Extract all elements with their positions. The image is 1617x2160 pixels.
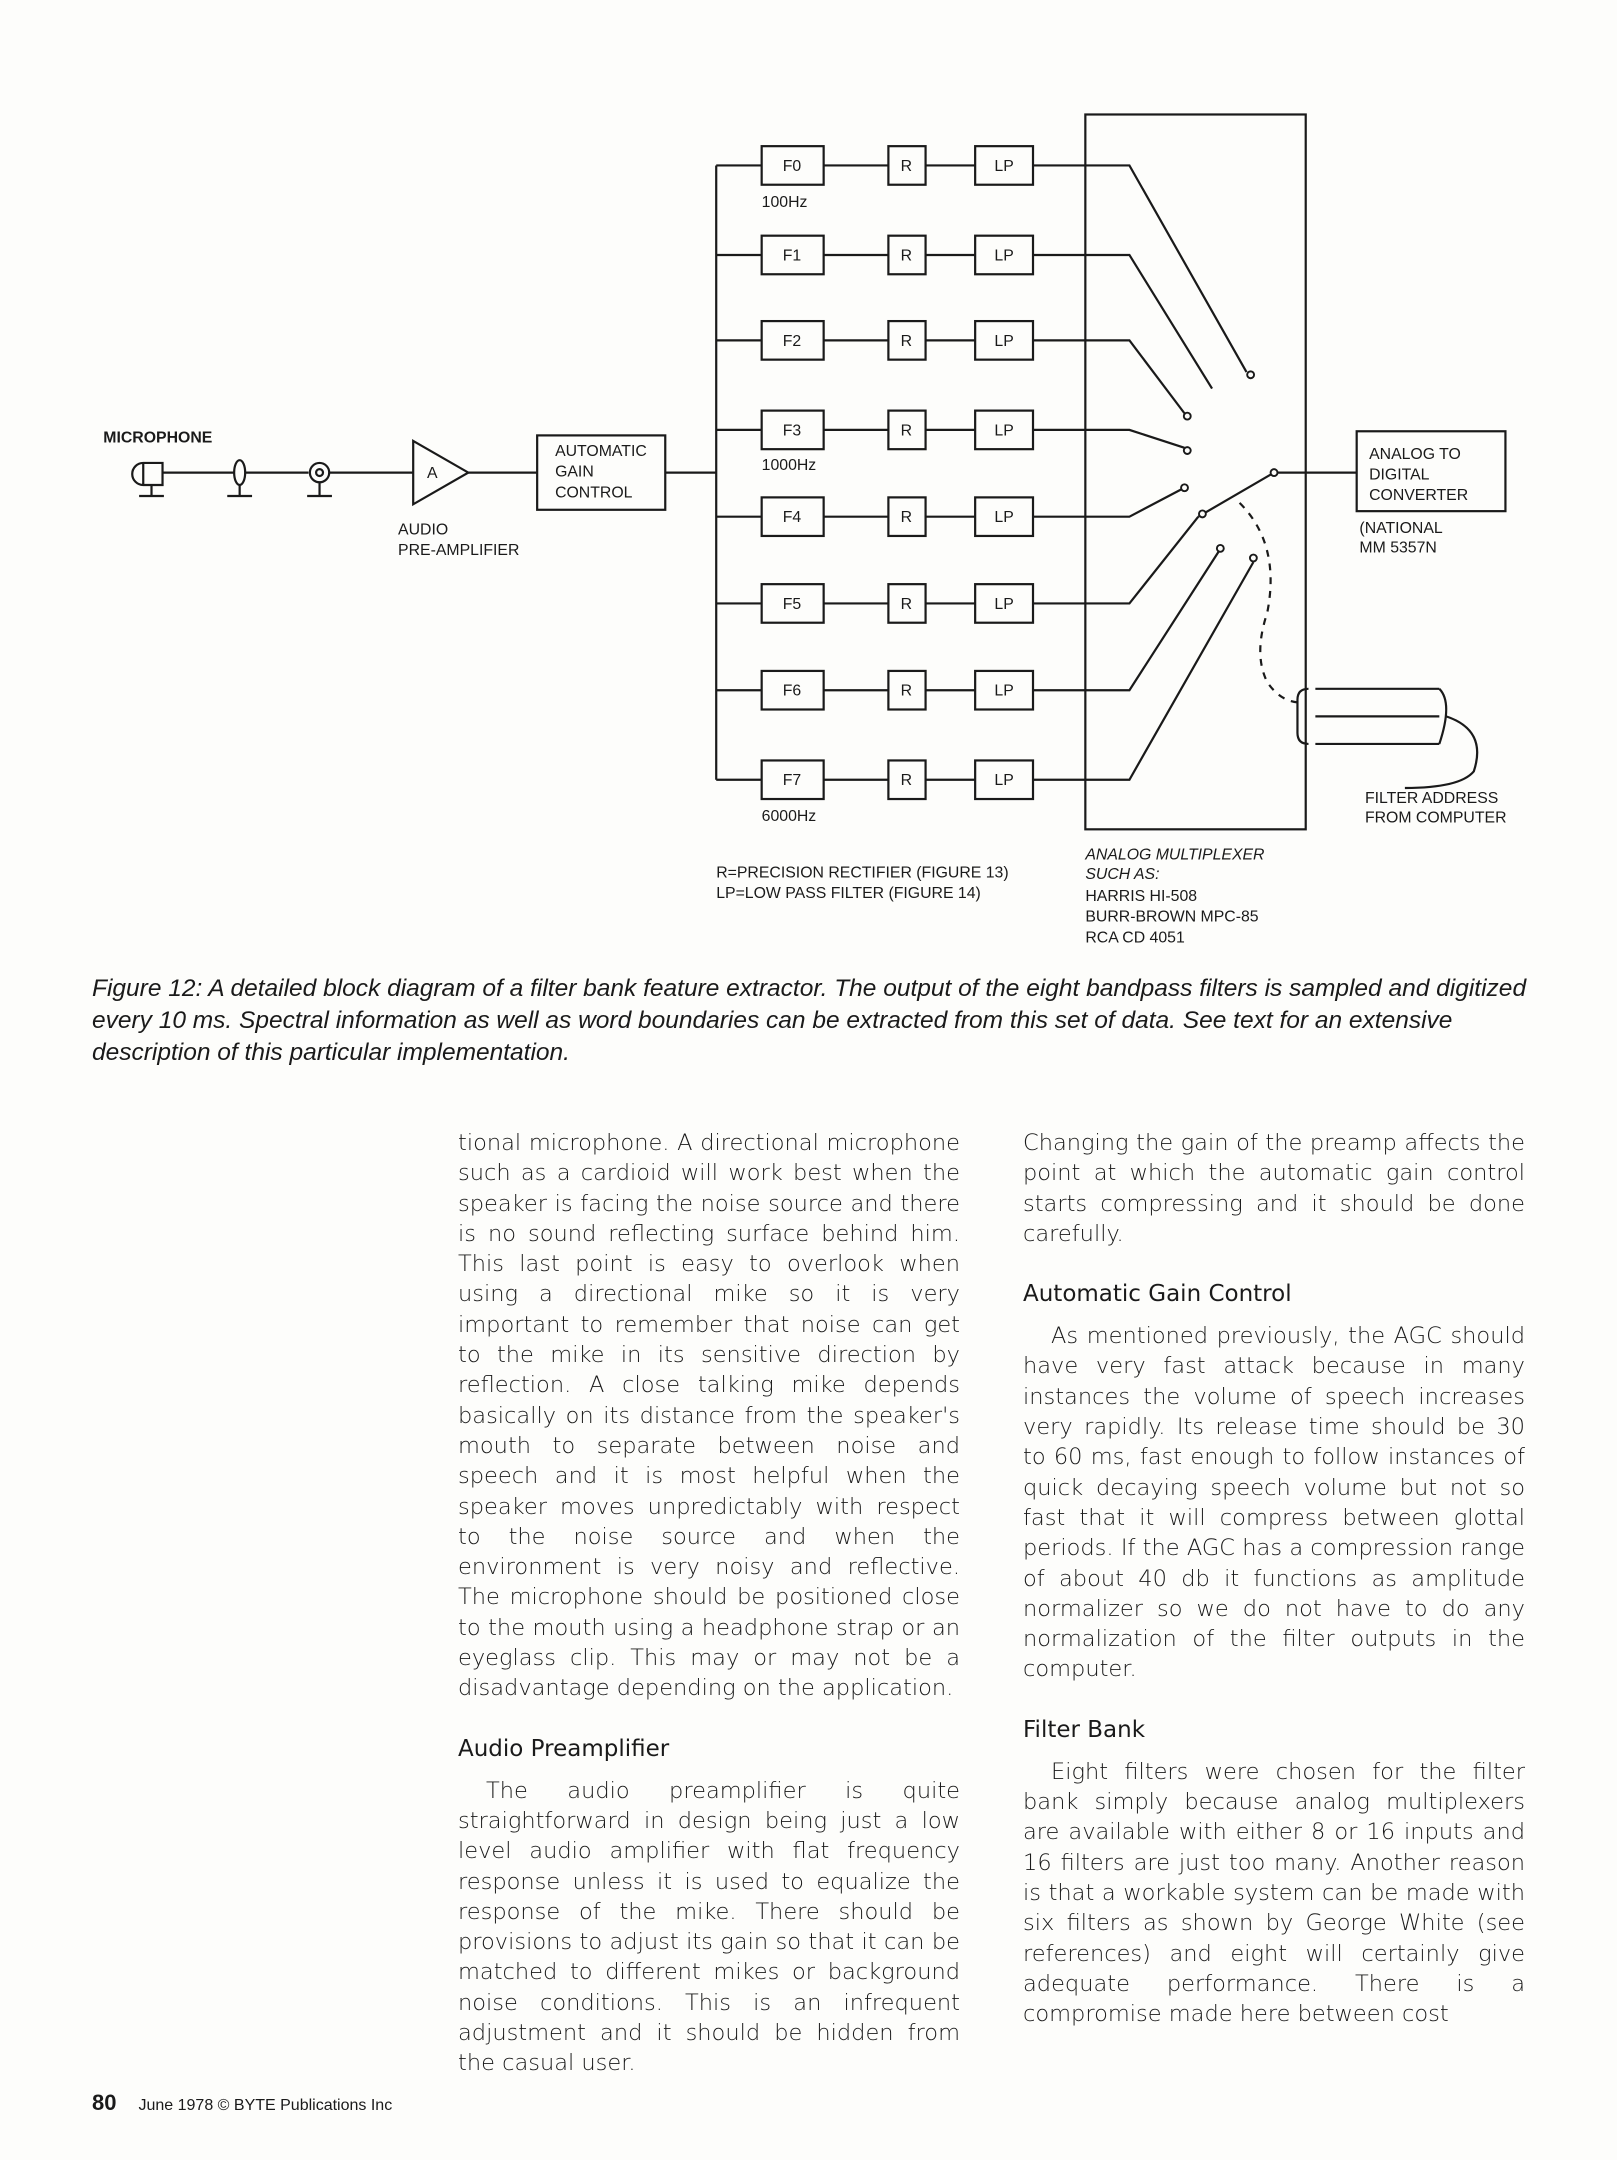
footer-text: June 1978 © BYTE Publications Inc <box>138 2097 393 2114</box>
rectifier-label: R <box>900 332 913 350</box>
lowpass-label: LP <box>994 772 1014 790</box>
rectifier-label: R <box>900 595 913 613</box>
filter-label: F4 <box>782 509 802 527</box>
left-column <box>458 1128 960 2079</box>
adc-part-2: MM 5357N <box>1359 539 1437 557</box>
filter-label: F2 <box>782 332 802 350</box>
adc-label-2: DIGITAL <box>1369 466 1430 484</box>
mux-title-1: ANALOG MULTIPLEXER <box>1085 846 1265 864</box>
section-heading: Automatic Gain Control <box>1023 1281 1292 1308</box>
filter-label: F3 <box>782 422 802 440</box>
paragraph: The audio preamplifier is quite straightforward in design being just a low level audio amplifier with flat frequency response unless it is used to equalize the response of the mike. There should be provisions to adjust its gain so that it can be matched to different mikes or background noise conditions. This is an infrequent adjustment and it should be hidden from the casual user. <box>458 1777 960 2077</box>
legend-lp: LP=LOW PASS FILTER (FIGURE 14) <box>716 885 981 903</box>
rectifier-label: R <box>900 509 913 527</box>
paragraph: Eight filters were chosen for the filter bank simply because analog multiplexers are available with either 8 or 16 inputs and 16 filters are just too many. Another reason is that a workable system can be made with six filters as shown by George White (see references) and eight will certainly give adequate performance. There is a compromise made here between cost <box>1023 1758 1525 2028</box>
section-heading: Filter Bank <box>1023 1716 1146 1743</box>
rectifier-label: R <box>900 247 913 265</box>
filter-label: F0 <box>782 157 802 175</box>
adc-label-1: ANALOG TO <box>1369 445 1461 463</box>
paragraph: As mentioned previously, the AGC should have very fast attack because in many instances the volume of speech increases very rapidly. Its release time should be 30 to 60 ms, fast enough to follow instances of quick decaying speech volume but not so fast that it will compress between glottal periods. If the AGC has a compression range of about 40 db it functions as amplitude normalizer so we do not have to do any normalization of the filter outputs in the computer. <box>1023 1323 1525 1683</box>
microphone-label: MICROPHONE <box>103 429 213 447</box>
filter-label: F1 <box>782 247 802 265</box>
rectifier-label: R <box>900 772 913 790</box>
preamp-label-1: AUDIO <box>398 521 449 539</box>
amplifier-symbol: A <box>426 465 438 483</box>
mux-part-2: BURR-BROWN MPC-85 <box>1085 908 1259 926</box>
adc-part-1: (NATIONAL <box>1359 520 1443 538</box>
lowpass-label: LP <box>994 422 1014 440</box>
figure-caption: Figure 12: A detailed block diagram of a filter bank feature extractor. The output of the eight bandpass filters is sampled and digitized every 10 ms. Spectral information as well as word boundaries can be extracted from this set of data. See text for an extensive description of this particular implementation. <box>92 975 1527 1066</box>
freq-label-f0: 100Hz <box>761 193 808 211</box>
filter-label: F5 <box>782 595 802 613</box>
lowpass-label: LP <box>994 332 1014 350</box>
page-number: 80 <box>92 2090 117 2115</box>
paragraph: tional microphone. A directional microphone such as a cardioid will work best when the speaker is facing the noise source and there is no sound reflecting surface behind him. This last point is easy to overlook when using a directional mike so it is very important to remember that noise can get to the mike in its sensitive direction by reflection. A close talking mike depends basically on its distance from the speaker's mouth to separate between noise and speech and it is most helpful when the speaker moves unpredictably with respect to the noise source and when the environment is very noisy and reflective. The microphone should be positioned close to the mouth using a headphone strap or an eyeglass clip. This may or may not be a disadvantage depending on the application. <box>458 1130 960 1702</box>
lowpass-label: LP <box>994 595 1014 613</box>
preamp-label-2: PRE-AMPLIFIER <box>398 542 520 560</box>
mux-part-1: HARRIS HI-508 <box>1085 887 1198 905</box>
right-column <box>1023 1128 1525 2029</box>
lowpass-label: LP <box>994 157 1014 175</box>
rectifier-label: R <box>900 682 913 700</box>
agc-label-2: GAIN <box>555 463 594 481</box>
filter-address-2: FROM COMPUTER <box>1364 809 1507 827</box>
filter-label: F6 <box>782 682 802 700</box>
lowpass-label: LP <box>994 509 1014 527</box>
agc-label-3: CONTROL <box>555 484 633 502</box>
page-footer <box>92 2090 392 2116</box>
freq-label-f3: 1000Hz <box>761 456 817 474</box>
agc-label-1: AUTOMATIC <box>555 443 647 461</box>
mux-title-2: SUCH AS: <box>1085 865 1160 883</box>
filter-address-1: FILTER ADDRESS <box>1364 790 1499 808</box>
lowpass-label: LP <box>994 247 1014 265</box>
rectifier-label: R <box>900 422 913 440</box>
adc-label-3: CONVERTER <box>1369 487 1469 505</box>
freq-label-f7: 6000Hz <box>761 808 817 826</box>
section-heading: Audio Preamplifier <box>458 1735 670 1762</box>
filter-label: F7 <box>782 772 802 790</box>
rectifier-label: R <box>900 157 913 175</box>
lowpass-label: LP <box>994 682 1014 700</box>
mux-part-3: RCA CD 4051 <box>1085 929 1185 947</box>
paragraph: Changing the gain of the preamp affects the point at which the automatic gain control starts compressing and it should be done carefully. <box>1023 1130 1525 1247</box>
legend-r: R=PRECISION RECTIFIER (FIGURE 13) <box>716 864 1009 882</box>
